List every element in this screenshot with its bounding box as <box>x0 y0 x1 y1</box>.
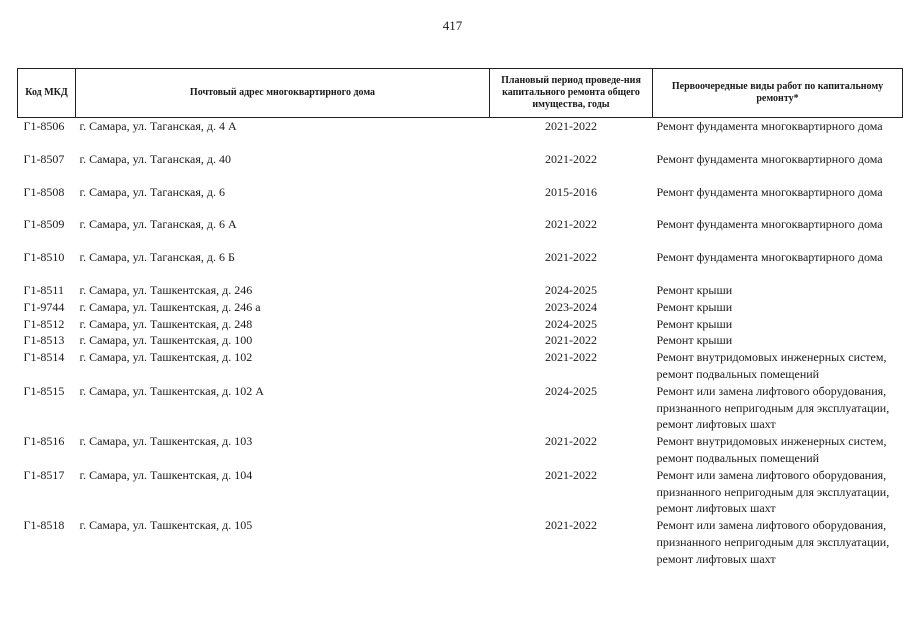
postal-address: г. Самара, ул. Ташкентская, д. 246 а <box>79 299 261 314</box>
postal-address: г. Самара, ул. Таганская, д. 6 Б <box>79 250 235 265</box>
mkd-code: Г1-8506 <box>23 119 65 133</box>
row-spacer-cell <box>18 266 903 282</box>
table-header <box>18 69 903 118</box>
postal-address: г. Самара, ул. Таганская, д. 40 <box>79 151 231 166</box>
repair-period: 2024-2025 <box>545 383 597 398</box>
row-spacer <box>18 135 903 151</box>
work-line: Ремонт или замена лифтового оборудования, <box>656 467 887 482</box>
postal-address: г. Самара, ул. Ташкентская, д. 100 <box>79 333 253 348</box>
priority-works <box>653 216 903 233</box>
repair-period: 2021-2022 <box>545 119 597 133</box>
postal-address: г. Самара, ул. Ташкентская, д. 248 <box>79 316 253 331</box>
repair-period: 2024-2025 <box>545 316 597 331</box>
work-line: Ремонт фундамента многоквартирного дома <box>656 217 883 232</box>
row-spacer-cell <box>18 200 903 216</box>
work-line: Ремонт крыши <box>656 282 733 297</box>
priority-works <box>653 467 903 517</box>
table-row <box>18 184 903 201</box>
mkd-code: Г1-9744 <box>23 299 65 314</box>
mkd-code: Г1-8514 <box>23 350 65 365</box>
mkd-code: Г1-8507 <box>23 151 65 166</box>
table-row <box>18 299 903 316</box>
row-spacer-cell <box>18 135 903 151</box>
header-works: Первоочередные виды работ по капитальному ремонту* <box>653 69 903 118</box>
mkd-code: Г1-8513 <box>23 333 65 348</box>
repair-period: 2021-2022 <box>545 151 597 166</box>
mkd-code: Г1-8518 <box>23 518 65 533</box>
postal-address: г. Самара, ул. Ташкентская, д. 103 <box>79 434 253 449</box>
priority-works <box>653 118 903 135</box>
work-line: Ремонт крыши <box>656 333 733 348</box>
work-line: признанного непригодным для эксплуатации, <box>656 534 890 549</box>
work-line: признанного непригодным для эксплуатации, <box>656 484 890 499</box>
repair-period: 2024-2025 <box>545 282 597 297</box>
repair-period: 2023-2024 <box>545 299 597 314</box>
repair-period: 2021-2022 <box>545 333 597 348</box>
table-row <box>18 282 903 299</box>
work-line: ремонт подвальных помещений <box>656 366 820 381</box>
header-period: Плановый период проведе-ния капитального ремонта общего имущества, годы <box>490 69 653 118</box>
work-line: ремонт лифтовых шахт <box>656 551 776 566</box>
work-line: признанного непригодным для эксплуатации, <box>656 400 890 415</box>
mkd-code: Г1-8511 <box>23 282 64 297</box>
mkd-code: Г1-8517 <box>23 467 65 482</box>
row-spacer <box>18 200 903 216</box>
postal-address: г. Самара, ул. Ташкентская, д. 105 <box>79 518 253 533</box>
table-row <box>18 383 903 433</box>
priority-works <box>653 349 903 383</box>
priority-works <box>653 332 903 349</box>
table-body <box>18 118 903 568</box>
priority-works <box>653 184 903 201</box>
priority-works <box>653 383 903 433</box>
priority-works <box>653 517 903 567</box>
page-number: 417 <box>442 18 463 33</box>
postal-address: г. Самара, ул. Ташкентская, д. 104 <box>79 467 253 482</box>
priority-works <box>653 433 903 467</box>
table-row <box>18 467 903 517</box>
repair-period: 2021-2022 <box>545 250 597 265</box>
repair-period: 2021-2022 <box>545 217 597 232</box>
mkd-code: Г1-8509 <box>23 217 65 232</box>
table-row <box>18 433 903 467</box>
repair-period: 2015-2016 <box>545 184 597 199</box>
mkd-code: Г1-8516 <box>23 434 65 449</box>
postal-address: г. Самара, ул. Ташкентская, д. 102 А <box>79 383 264 398</box>
row-spacer <box>18 233 903 249</box>
postal-address: г. Самара, ул. Таганская, д. 6 <box>79 184 225 199</box>
work-line: ремонт подвальных помещений <box>656 450 820 465</box>
mkd-code: Г1-8512 <box>23 316 65 331</box>
work-line: Ремонт внутридомовых инженерных систем, <box>656 350 887 365</box>
header-address: Почтовый адрес многоквартирного дома <box>76 69 490 118</box>
priority-works <box>653 282 903 299</box>
work-line: ремонт лифтовых шахт <box>656 501 776 516</box>
priority-works <box>653 151 903 168</box>
table-row <box>18 118 903 135</box>
postal-address: г. Самара, ул. Ташкентская, д. 102 <box>79 350 253 365</box>
work-line: Ремонт фундамента многоквартирного дома <box>656 151 883 166</box>
work-line: Ремонт внутридомовых инженерных систем, <box>656 434 887 449</box>
table-row <box>18 332 903 349</box>
postal-address: г. Самара, ул. Ташкентская, д. 246 <box>79 282 253 297</box>
mkd-code: Г1-8510 <box>23 250 65 265</box>
work-line: Ремонт или замена лифтового оборудования, <box>656 383 887 398</box>
work-line: ремонт лифтовых шахт <box>656 417 776 432</box>
priority-works <box>653 249 903 266</box>
row-spacer <box>18 266 903 282</box>
repair-period: 2021-2022 <box>545 518 597 533</box>
table-row <box>18 517 903 567</box>
mkd-code: Г1-8515 <box>23 383 65 398</box>
postal-address: г. Самара, ул. Таганская, д. 4 А <box>79 119 237 133</box>
row-spacer-cell <box>18 168 903 184</box>
repair-period: 2021-2022 <box>545 350 597 365</box>
header-row <box>18 69 903 118</box>
table-row <box>18 216 903 233</box>
table-row <box>18 249 903 266</box>
table-row <box>18 316 903 333</box>
capital-repair-table <box>17 68 903 568</box>
work-line: Ремонт фундамента многоквартирного дома <box>656 250 883 265</box>
repair-period: 2021-2022 <box>545 467 597 482</box>
row-spacer-cell <box>18 233 903 249</box>
work-line: Ремонт фундамента многоквартирного дома <box>656 184 883 199</box>
table-row <box>18 151 903 168</box>
header-code: Код МКД <box>18 69 76 118</box>
repair-period: 2021-2022 <box>545 434 597 449</box>
work-line: Ремонт или замена лифтового оборудования, <box>656 518 887 533</box>
postal-address: г. Самара, ул. Таганская, д. 6 А <box>79 217 237 232</box>
row-spacer <box>18 168 903 184</box>
work-line: Ремонт крыши <box>656 316 733 331</box>
work-line: Ремонт крыши <box>656 299 733 314</box>
work-line: Ремонт фундамента многоквартирного дома <box>656 119 883 133</box>
priority-works <box>653 316 903 333</box>
table-row <box>18 349 903 383</box>
priority-works <box>653 299 903 316</box>
mkd-code: Г1-8508 <box>23 184 65 199</box>
